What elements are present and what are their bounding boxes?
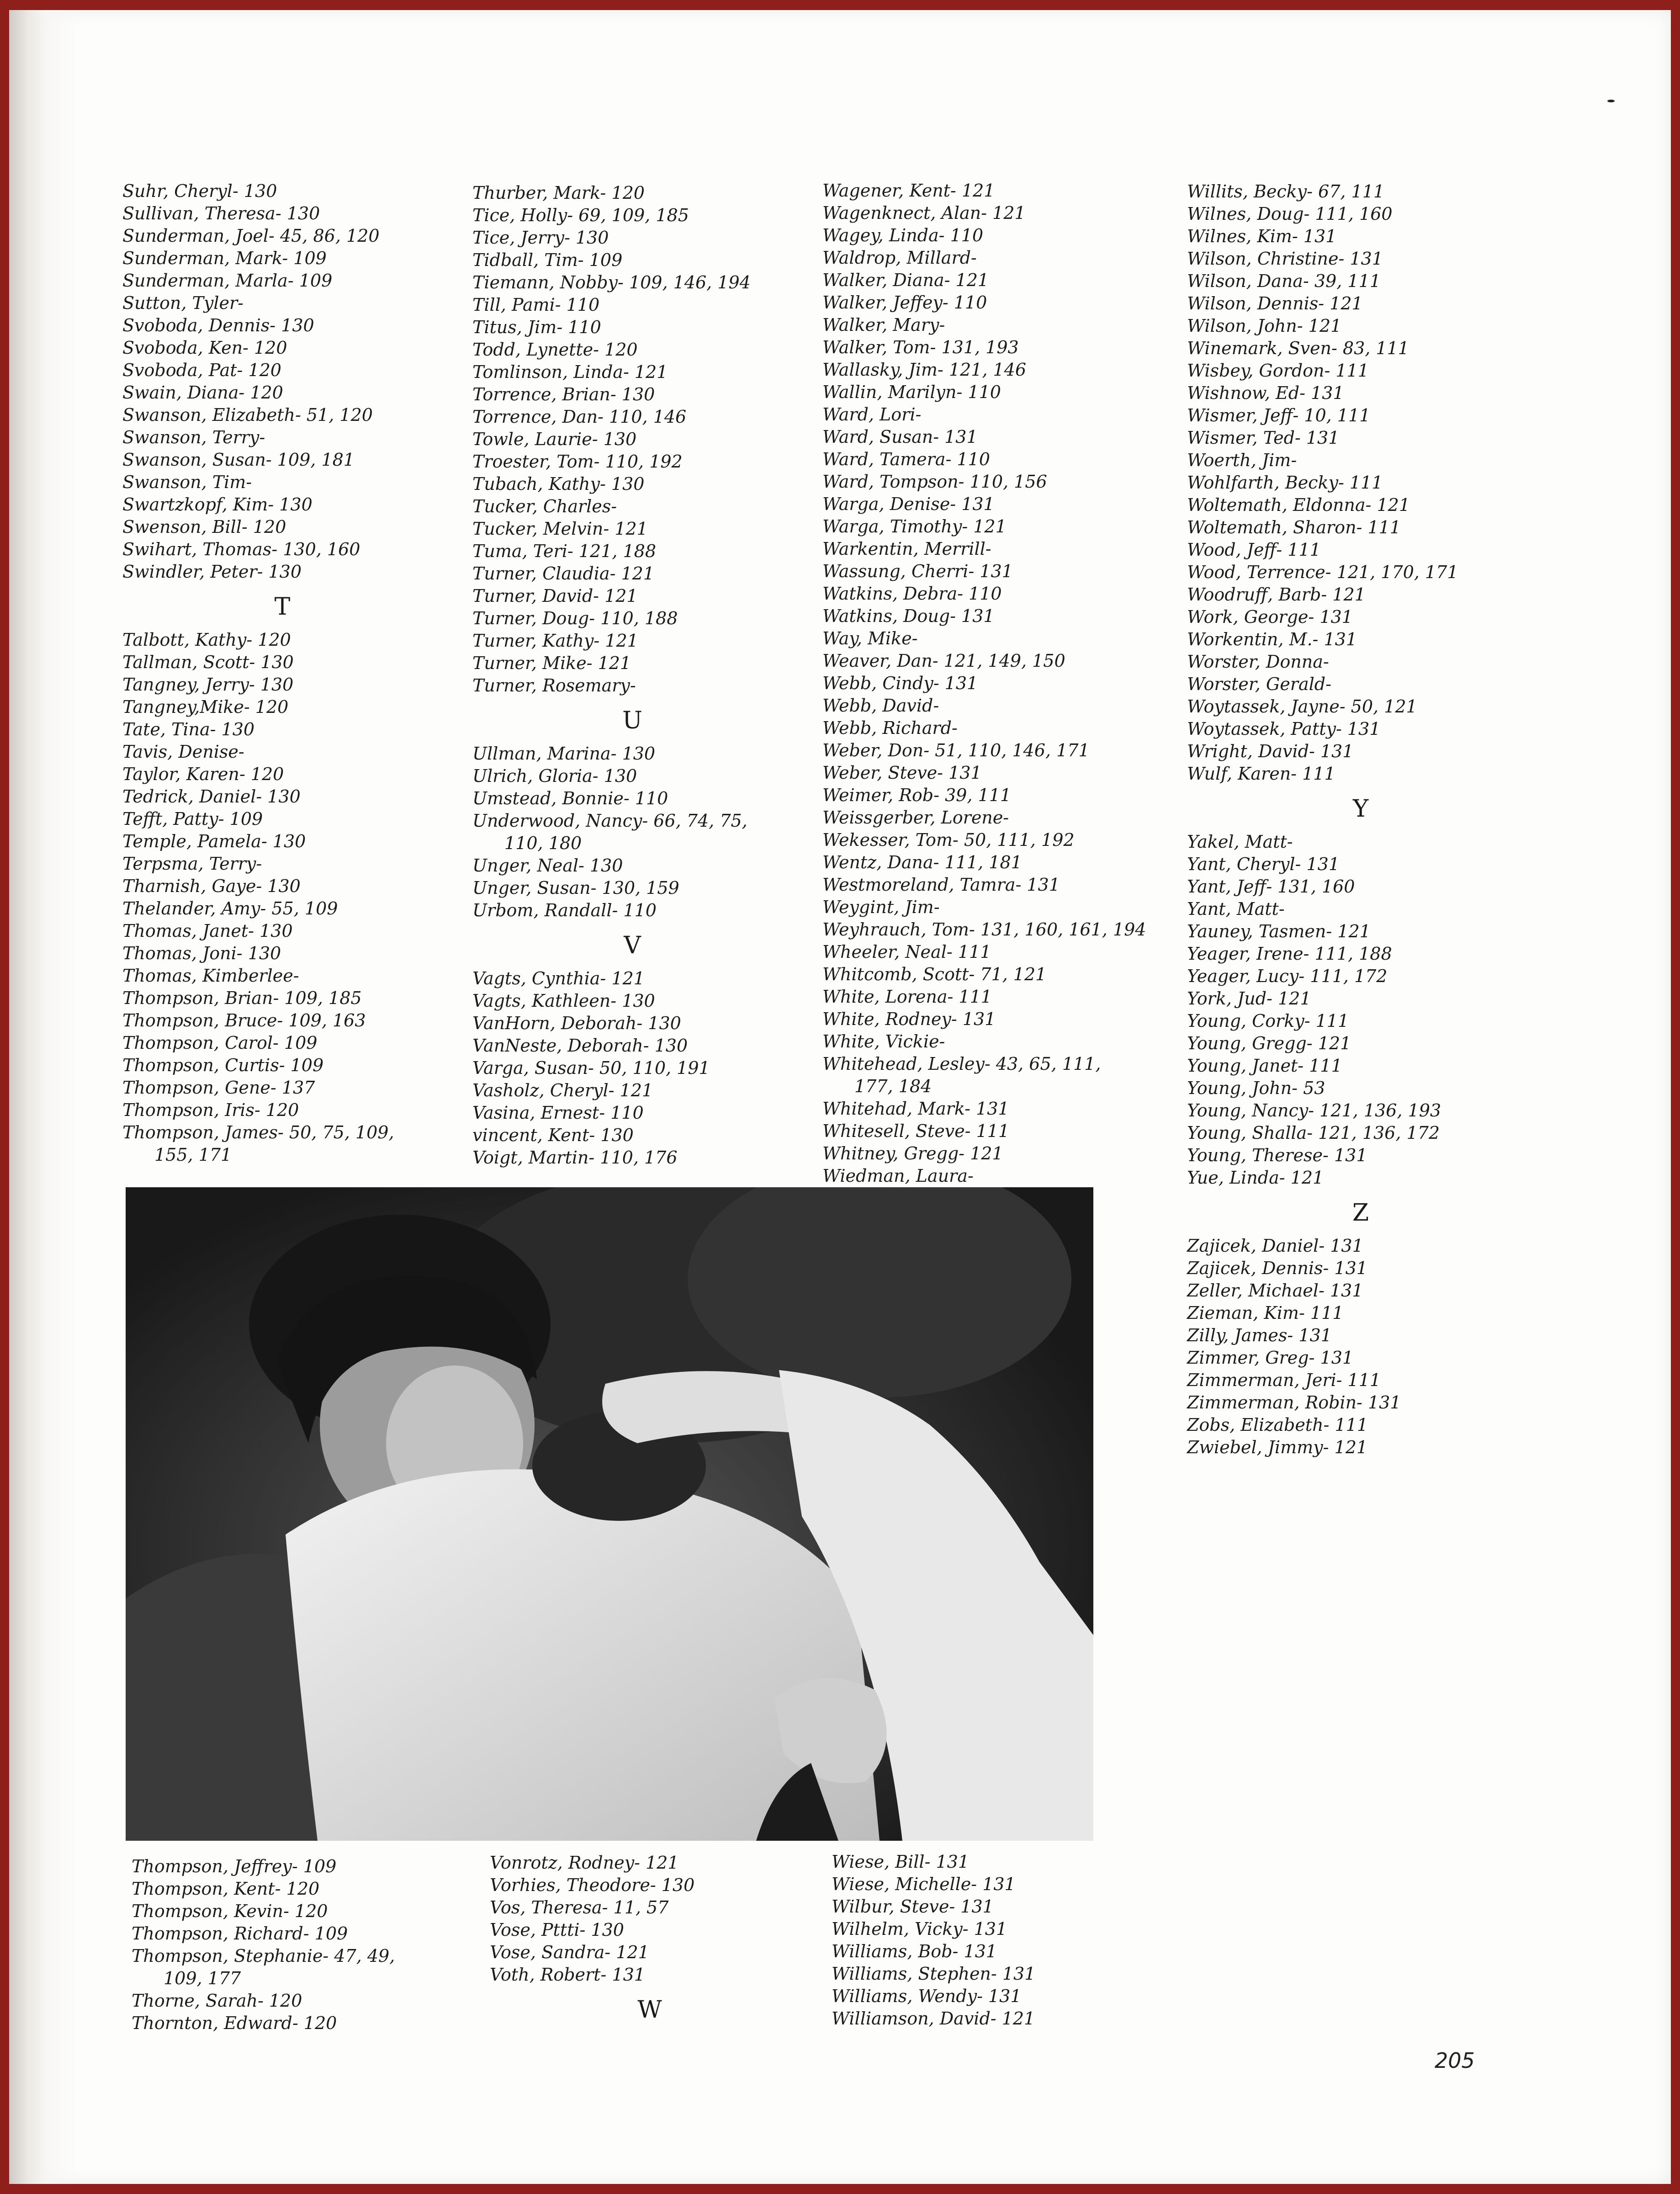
index-entry: Wood, Terrence- 121, 170, 171 bbox=[1187, 562, 1458, 582]
index-entry: Wismer, Jeff- 10, 111 bbox=[1187, 405, 1371, 425]
index-entry: Westmoreland, Tamra- 131 bbox=[822, 875, 1060, 895]
index-entry: Talbott, Kathy- 120 bbox=[122, 630, 291, 650]
index-entry: Zeller, Michael- 131 bbox=[1187, 1280, 1363, 1301]
index-entry: Sullivan, Theresa- 130 bbox=[122, 203, 320, 223]
index-entry: Thompson, Kent- 120 bbox=[132, 1879, 320, 1899]
index-entry: Underwood, Nancy- 66, 74, 75, bbox=[472, 811, 747, 831]
section-letter-v: V bbox=[624, 932, 641, 959]
index-entry: Umstead, Bonnie- 110 bbox=[472, 788, 668, 808]
index-entry: Weyhrauch, Tom- 131, 160, 161, 194 bbox=[822, 919, 1146, 940]
index-column-1 bbox=[122, 180, 442, 1166]
index-entry: Tavis, Denise- bbox=[122, 742, 244, 762]
index-entry: Young, Corky- 111 bbox=[1187, 1011, 1349, 1031]
index-entry: Suhr, Cheryl- 130 bbox=[122, 181, 277, 201]
index-entry: Walker, Mary- bbox=[822, 315, 945, 335]
index-entry: Zobs, Elizabeth- 111 bbox=[1187, 1415, 1368, 1435]
index-entry: Ward, Tamera- 110 bbox=[822, 449, 990, 469]
index-entry: Weber, Steve- 131 bbox=[822, 763, 982, 783]
index-entry: VanNeste, Deborah- 130 bbox=[472, 1036, 688, 1056]
index-entry: Voigt, Martin- 110, 176 bbox=[472, 1147, 678, 1168]
index-entry-continuation: 177, 184 bbox=[854, 1076, 932, 1096]
index-entry: Warga, Denise- 131 bbox=[822, 494, 995, 514]
index-entry: Wentz, Dana- 111, 181 bbox=[822, 852, 1022, 872]
index-entry: Turner, Doug- 110, 188 bbox=[472, 608, 678, 628]
index-entry: Zimmer, Greg- 131 bbox=[1187, 1348, 1354, 1368]
index-entry: Tucker, Melvin- 121 bbox=[472, 519, 648, 539]
index-entry: Walker, Tom- 131, 193 bbox=[822, 337, 1019, 357]
index-entry: Wishnow, Ed- 131 bbox=[1187, 383, 1344, 403]
index-entry: Thompson, Bruce- 109, 163 bbox=[122, 1010, 366, 1031]
index-entry: Torrence, Dan- 110, 146 bbox=[472, 407, 687, 427]
index-entry: Wiese, Bill- 131 bbox=[832, 1852, 970, 1872]
index-entry: Worster, Donna- bbox=[1187, 652, 1329, 672]
index-entry: Wiedman, Laura- bbox=[822, 1166, 974, 1186]
index-entry: Work, George- 131 bbox=[1187, 607, 1353, 627]
index-entry: Tubach, Kathy- 130 bbox=[472, 474, 645, 494]
index-entry: Tucker, Charles- bbox=[472, 496, 617, 516]
index-entry: Zieman, Kim- 111 bbox=[1187, 1303, 1344, 1323]
index-entry: Young, Therese- 131 bbox=[1187, 1145, 1367, 1165]
index-entry: Watkins, Debra- 110 bbox=[822, 584, 1002, 604]
section-letter-z: Z bbox=[1352, 1199, 1369, 1227]
page-number: 205 bbox=[1435, 2048, 1475, 2073]
index-entry: Turner, Kathy- 121 bbox=[472, 631, 638, 651]
index-entry: vincent, Kent- 130 bbox=[472, 1125, 634, 1145]
index-entry: Weber, Don- 51, 110, 146, 171 bbox=[822, 740, 1090, 760]
section-letter-t: T bbox=[274, 593, 291, 621]
index-entry: Wilson, Dennis- 121 bbox=[1187, 293, 1363, 313]
index-entry: Sunderman, Marla- 109 bbox=[122, 271, 333, 291]
index-entry: Swartzkopf, Kim- 130 bbox=[122, 494, 313, 515]
index-entry: Wallasky, Jim- 121, 146 bbox=[822, 360, 1027, 380]
index-column-3 bbox=[822, 180, 1170, 1187]
index-entry: Torrence, Brian- 130 bbox=[472, 384, 655, 404]
index-entry: Thompson, James- 50, 75, 109, bbox=[122, 1122, 394, 1142]
index-entry: Troester, Tom- 110, 192 bbox=[472, 452, 683, 472]
index-entry: Zilly, James- 131 bbox=[1187, 1325, 1332, 1345]
book-spine-shadow bbox=[9, 10, 78, 2184]
index-entry: Swain, Diana- 120 bbox=[122, 382, 283, 403]
index-entry: Tangney, Jerry- 130 bbox=[122, 675, 294, 695]
index-entry: Tefft, Patty- 109 bbox=[122, 809, 263, 829]
index-entry: Wilson, John- 121 bbox=[1187, 316, 1342, 336]
index-entry: Ward, Lori- bbox=[822, 404, 922, 425]
index-entry: Vasholz, Cheryl- 121 bbox=[472, 1080, 653, 1100]
index-entry: Wagener, Kent- 121 bbox=[822, 181, 995, 201]
index-entry: Vonrotz, Rodney- 121 bbox=[490, 1853, 679, 1873]
index-entry: Whitney, Gregg- 121 bbox=[822, 1143, 1003, 1163]
index-entry: Thompson, Stephanie- 47, 49, bbox=[132, 1946, 395, 1966]
index-entry: Vagts, Cynthia- 121 bbox=[472, 968, 645, 988]
index-entry: Thurber, Mark- 120 bbox=[472, 183, 645, 203]
index-entry: Vasina, Ernest- 110 bbox=[472, 1103, 644, 1123]
index-entry: Thompson, Jeffrey- 109 bbox=[132, 1856, 337, 1876]
index-entry: Young, Gregg- 121 bbox=[1187, 1033, 1351, 1053]
index-entry: Zimmerman, Robin- 131 bbox=[1187, 1392, 1401, 1413]
index-column-bottom-3 bbox=[832, 1851, 1151, 2030]
index-entry: Workentin, M.- 131 bbox=[1187, 629, 1357, 649]
index-entry: Young, Nancy- 121, 136, 193 bbox=[1187, 1100, 1442, 1121]
index-column-bottom-2 bbox=[490, 1852, 810, 2032]
index-entry: Urbom, Randall- 110 bbox=[472, 900, 657, 920]
index-entry: Yauney, Tasmen- 121 bbox=[1187, 921, 1371, 941]
index-entry: Yakel, Matt- bbox=[1187, 832, 1293, 852]
index-entry: Winemark, Sven- 83, 111 bbox=[1187, 338, 1409, 358]
index-entry: Walker, Diana- 121 bbox=[822, 270, 989, 290]
index-entry: Wagenknect, Alan- 121 bbox=[822, 203, 1026, 223]
index-entry: Svoboda, Ken- 120 bbox=[122, 338, 287, 358]
index-entry: Weygint, Jim- bbox=[822, 897, 940, 917]
index-entry: Young, Shalla- 121, 136, 172 bbox=[1187, 1123, 1440, 1143]
index-entry: York, Jud- 121 bbox=[1187, 988, 1311, 1009]
index-entry: Vose, Sandra- 121 bbox=[490, 1942, 649, 1962]
index-entry: Thomas, Kimberlee- bbox=[122, 966, 299, 986]
index-entry: Zwiebel, Jimmy- 121 bbox=[1187, 1437, 1368, 1457]
index-entry: Turner, Rosemary- bbox=[472, 675, 636, 696]
index-entry: Swanson, Terry- bbox=[122, 427, 265, 447]
index-entry: Sutton, Tyler- bbox=[122, 293, 244, 313]
index-entry: Woytassek, Jayne- 50, 121 bbox=[1187, 696, 1417, 717]
index-entry: Thornton, Edward- 120 bbox=[132, 2013, 337, 2033]
index-entry: Williams, Wendy- 131 bbox=[832, 1986, 1022, 2006]
index-entry: Whitesell, Steve- 111 bbox=[822, 1121, 1010, 1141]
index-entry: Terpsma, Terry- bbox=[122, 854, 262, 874]
index-entry: Williams, Stephen- 131 bbox=[832, 1964, 1036, 1984]
index-entry: Zajicek, Dennis- 131 bbox=[1187, 1258, 1367, 1278]
index-entry: Wekesser, Tom- 50, 111, 192 bbox=[822, 830, 1075, 850]
section-letter-u: U bbox=[622, 707, 642, 734]
index-entry: Wilbur, Steve- 131 bbox=[832, 1897, 994, 1917]
index-entry: Tuma, Teri- 121, 188 bbox=[472, 541, 657, 561]
index-entry: Wiese, Michelle- 131 bbox=[832, 1874, 1016, 1894]
index-entry: Vorhies, Theodore- 130 bbox=[490, 1875, 695, 1895]
index-entry: Woodruff, Barb- 121 bbox=[1187, 584, 1366, 605]
index-entry: White, Rodney- 131 bbox=[822, 1009, 996, 1029]
index-entry: Thompson, Carol- 109 bbox=[122, 1033, 318, 1053]
index-column-4 bbox=[1187, 181, 1534, 1459]
index-entry: Tangney,Mike- 120 bbox=[122, 697, 289, 717]
index-entry: Webb, Cindy- 131 bbox=[822, 673, 978, 693]
index-entry: Ullman, Marina- 130 bbox=[472, 744, 656, 764]
index-entry: Tomlinson, Linda- 121 bbox=[472, 362, 668, 382]
index-entry: Wood, Jeff- 111 bbox=[1187, 540, 1321, 560]
index-entry: Tedrick, Daniel- 130 bbox=[122, 786, 301, 807]
index-entry: Worster, Gerald- bbox=[1187, 674, 1331, 694]
index-entry: Till, Pami- 110 bbox=[472, 295, 600, 315]
index-entry: Temple, Pamela- 130 bbox=[122, 831, 306, 851]
index-entry: Woltemath, Sharon- 111 bbox=[1187, 517, 1401, 537]
index-entry: Vos, Theresa- 11, 57 bbox=[490, 1897, 669, 1918]
section-letter-w: W bbox=[637, 1996, 662, 2024]
index-entry: Wilson, Christine- 131 bbox=[1187, 249, 1383, 269]
index-entry: Sunderman, Joel- 45, 86, 120 bbox=[122, 226, 380, 246]
index-entry-continuation: 109, 177 bbox=[164, 1968, 241, 1988]
index-entry: Ward, Tompson- 110, 156 bbox=[822, 472, 1047, 492]
index-entry: Williamson, David- 121 bbox=[832, 2008, 1035, 2029]
index-entry: Whitehead, Lesley- 43, 65, 111, bbox=[822, 1054, 1101, 1074]
index-entry: Swihart, Thomas- 130, 160 bbox=[122, 539, 360, 559]
index-entry: Thompson, Iris- 120 bbox=[122, 1100, 299, 1120]
index-entry: Vagts, Kathleen- 130 bbox=[472, 991, 655, 1011]
index-entry: Yant, Cheryl- 131 bbox=[1187, 854, 1340, 874]
index-entry: Woltemath, Eldonna- 121 bbox=[1187, 495, 1410, 515]
index-entry: Whitcomb, Scott- 71, 121 bbox=[822, 964, 1047, 984]
index-entry-continuation: 155, 171 bbox=[154, 1145, 232, 1165]
index-entry: Whitehad, Mark- 131 bbox=[822, 1099, 1009, 1119]
index-entry: Tiemann, Nobby- 109, 146, 194 bbox=[472, 272, 751, 292]
index-entry: Woytassek, Patty- 131 bbox=[1187, 719, 1381, 739]
index-entry: Wright, David- 131 bbox=[1187, 741, 1354, 761]
index-entry: Warga, Timothy- 121 bbox=[822, 516, 1007, 537]
index-entry: Yeager, Lucy- 111, 172 bbox=[1187, 966, 1388, 986]
index-entry: Way, Mike- bbox=[822, 628, 918, 648]
index-entry: Thompson, Brian- 109, 185 bbox=[122, 988, 362, 1008]
index-entry: Wagey, Linda- 110 bbox=[822, 225, 984, 245]
index-entry: Yeager, Irene- 111, 188 bbox=[1187, 944, 1392, 964]
index-entry: Waldrop, Millard- bbox=[822, 248, 977, 268]
yearbook-index-page bbox=[9, 10, 1671, 2184]
index-entry: Towle, Laurie- 130 bbox=[472, 429, 637, 449]
index-entry: Wismer, Ted- 131 bbox=[1187, 428, 1340, 448]
index-entry: Tice, Jerry- 130 bbox=[472, 228, 609, 248]
index-entry: Wilnes, Kim- 131 bbox=[1187, 226, 1337, 246]
hugging-students-photo bbox=[126, 1187, 1093, 1841]
index-entry: Thompson, Kevin- 120 bbox=[132, 1901, 328, 1921]
index-entry: Wallin, Marilyn- 110 bbox=[822, 382, 1001, 402]
section-letter-y: Y bbox=[1352, 795, 1369, 823]
index-entry: Williams, Bob- 131 bbox=[832, 1941, 997, 1961]
index-entry: Webb, David- bbox=[822, 696, 939, 716]
index-entry: VanHorn, Deborah- 130 bbox=[472, 1013, 681, 1033]
index-entry: White, Lorena- 111 bbox=[822, 987, 992, 1007]
index-entry: Yue, Linda- 121 bbox=[1187, 1168, 1324, 1188]
index-entry: Ulrich, Gloria- 130 bbox=[472, 766, 637, 786]
index-entry: Voth, Robert- 131 bbox=[490, 1965, 645, 1985]
index-entry: Woerth, Jim- bbox=[1187, 450, 1297, 470]
index-entry: Wilnes, Doug- 111, 160 bbox=[1187, 204, 1393, 224]
index-entry: Turner, David- 121 bbox=[472, 586, 638, 606]
index-entry: Wheeler, Neal- 111 bbox=[822, 942, 991, 962]
index-entry: Titus, Jim- 110 bbox=[472, 317, 601, 337]
index-entry-continuation: 110, 180 bbox=[504, 833, 582, 853]
index-entry: Tharnish, Gaye- 130 bbox=[122, 876, 301, 896]
index-entry: Thomas, Janet- 130 bbox=[122, 921, 293, 941]
index-entry: Young, John- 53 bbox=[1187, 1078, 1325, 1098]
index-entry: Thomas, Joni- 130 bbox=[122, 943, 281, 963]
index-entry: Swindler, Peter- 130 bbox=[122, 562, 302, 582]
index-entry: Swanson, Susan- 109, 181 bbox=[122, 450, 355, 470]
index-entry: Swanson, Elizabeth- 51, 120 bbox=[122, 405, 373, 425]
index-entry: Zajicek, Daniel- 131 bbox=[1187, 1236, 1363, 1256]
index-entry: White, Vickie- bbox=[822, 1031, 945, 1052]
index-entry: Walker, Jeffey- 110 bbox=[822, 292, 987, 313]
index-entry: Thompson, Richard- 109 bbox=[132, 1923, 348, 1944]
index-entry: Weimer, Rob- 39, 111 bbox=[822, 785, 1012, 805]
index-entry: Wilson, Dana- 39, 111 bbox=[1187, 271, 1381, 291]
index-entry: Sunderman, Mark- 109 bbox=[122, 248, 327, 268]
index-entry: Wohlfarth, Becky- 111 bbox=[1187, 473, 1383, 493]
index-entry: Unger, Susan- 130, 159 bbox=[472, 878, 679, 898]
index-entry: Varga, Susan- 50, 110, 191 bbox=[472, 1058, 710, 1078]
index-entry: Wilhelm, Vicky- 131 bbox=[832, 1919, 1007, 1939]
index-entry: Turner, Mike- 121 bbox=[472, 653, 631, 673]
index-entry: Zimmerman, Jeri- 111 bbox=[1187, 1370, 1381, 1390]
index-entry: Watkins, Doug- 131 bbox=[822, 606, 995, 626]
index-entry: Tice, Holly- 69, 109, 185 bbox=[472, 205, 689, 225]
index-entry: Thelander, Amy- 55, 109 bbox=[122, 898, 338, 919]
index-entry: Svoboda, Pat- 120 bbox=[122, 360, 281, 380]
index-entry: Todd, Lynette- 120 bbox=[472, 340, 638, 360]
index-entry: Young, Janet- 111 bbox=[1187, 1056, 1342, 1076]
index-column-2 bbox=[472, 182, 792, 1169]
index-entry: Vose, Pttti- 130 bbox=[490, 1920, 624, 1940]
index-entry: Tidball, Tim- 109 bbox=[472, 250, 623, 270]
print-speck bbox=[1607, 100, 1615, 102]
index-entry: Taylor, Karen- 120 bbox=[122, 764, 284, 784]
index-column-bottom-1 bbox=[132, 1855, 451, 2035]
index-entry: Thompson, Gene- 137 bbox=[122, 1078, 315, 1098]
index-entry: Tallman, Scott- 130 bbox=[122, 652, 294, 672]
index-entry: Webb, Richard- bbox=[822, 718, 958, 738]
index-entry: Turner, Claudia- 121 bbox=[472, 563, 655, 584]
index-entry: Thorne, Sarah- 120 bbox=[132, 1991, 302, 2011]
index-entry: Willits, Becky- 67, 111 bbox=[1187, 181, 1385, 202]
index-entry: Wassung, Cherri- 131 bbox=[822, 561, 1013, 581]
index-entry: Tate, Tina- 130 bbox=[122, 719, 255, 739]
index-entry: Yant, Matt- bbox=[1187, 899, 1285, 919]
index-entry: Yant, Jeff- 131, 160 bbox=[1187, 877, 1355, 897]
index-entry: Swenson, Bill- 120 bbox=[122, 517, 286, 537]
index-entry: Wulf, Karen- 111 bbox=[1187, 764, 1336, 784]
index-entry: Svoboda, Dennis- 130 bbox=[122, 315, 314, 335]
index-entry: Swanson, Tim- bbox=[122, 472, 252, 492]
index-entry: Weaver, Dan- 121, 149, 150 bbox=[822, 651, 1065, 671]
index-entry: Weissgerber, Lorene- bbox=[822, 807, 1009, 828]
index-entry: Ward, Susan- 131 bbox=[822, 427, 978, 447]
index-entry: Thompson, Curtis- 109 bbox=[122, 1055, 324, 1075]
index-entry: Unger, Neal- 130 bbox=[472, 855, 623, 876]
index-entry: Wisbey, Gordon- 111 bbox=[1187, 361, 1369, 381]
index-entry: Warkentin, Merrill- bbox=[822, 539, 991, 559]
